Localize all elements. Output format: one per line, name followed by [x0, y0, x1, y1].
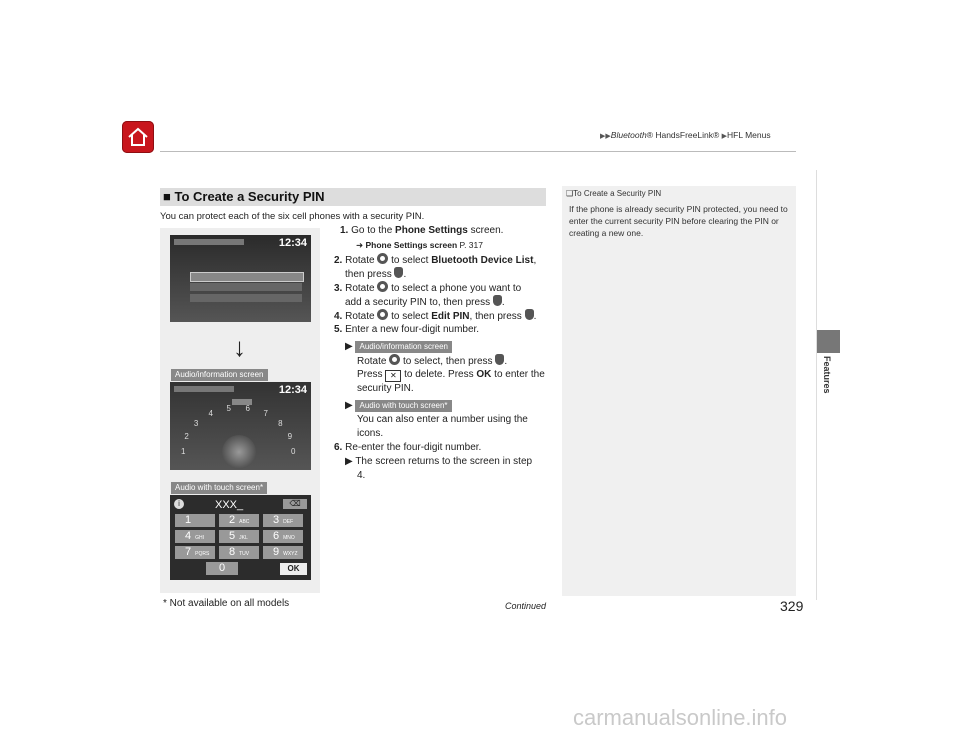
- screen-clock: 12:34: [278, 237, 307, 249]
- keypad-digit: 5: [229, 530, 236, 542]
- step-3-cont: add a security PIN to, then press .: [345, 297, 505, 308]
- keypad-letters: DEF: [283, 519, 294, 525]
- down-arrow-icon: ↓: [233, 332, 246, 362]
- dial-digit: 1: [181, 447, 186, 456]
- side-note-body: If the phone is already security PIN protected, you need to enter the current security PIN before clearing the PIN or creating a new one.: [569, 204, 788, 238]
- dial-digit: 9: [287, 431, 293, 441]
- step-5-line1: Rotate to select, then press .: [357, 356, 508, 367]
- keypad-key[interactable]: [219, 546, 259, 559]
- section-title: ■ To Create a Security PIN: [163, 189, 325, 204]
- step-2-cont: then press .: [345, 269, 407, 280]
- info-icon: i: [174, 499, 184, 509]
- bullet-arrow-icon: ▶: [345, 341, 353, 352]
- breadcrumb-arrow-icon: ▶▶: [600, 133, 611, 140]
- intro-text: You can protect each of the six cell phones with a security PIN.: [160, 211, 425, 222]
- step-5-line2: Press ✕ to delete. Press OK to enter the: [357, 369, 545, 380]
- dial-digit: 8: [278, 418, 283, 428]
- dial-digit: 4: [208, 408, 213, 418]
- keypad-digit: 1: [185, 514, 192, 526]
- keypad-key[interactable]: [175, 546, 215, 559]
- dial-digit: 2: [184, 431, 189, 441]
- delete-key[interactable]: ⌫: [283, 499, 307, 509]
- selector-knob-icon: [377, 281, 388, 292]
- list-row: [190, 272, 304, 282]
- keypad-letters: GHI: [195, 535, 205, 541]
- pin-display: XXX_: [215, 499, 244, 511]
- keypad-digit: 8: [229, 546, 236, 558]
- touch-keypad-screen: [170, 495, 311, 580]
- ok-key[interactable]: OK: [280, 563, 307, 575]
- keypad-key[interactable]: [263, 530, 303, 543]
- dial-digit: 5: [226, 403, 231, 413]
- press-button-icon: [495, 354, 504, 365]
- label-touch-screen: Audio with touch screen*: [171, 482, 267, 494]
- side-note-panel: [562, 186, 796, 596]
- dial-digit: 7: [263, 408, 268, 418]
- breadcrumb-arrow-icon: ▶: [721, 133, 727, 140]
- keypad-letters: MNO: [283, 535, 295, 541]
- screen-title-bar: [174, 386, 234, 392]
- dial-knob[interactable]: [222, 435, 256, 469]
- keypad-letters: JKL: [239, 535, 248, 541]
- selector-knob-icon: [389, 354, 400, 365]
- keypad-digit: 7: [185, 546, 192, 558]
- keypad-digit: 6: [273, 530, 280, 542]
- keypad-digit: 2: [229, 514, 236, 526]
- keypad-letters: ABC: [239, 519, 250, 525]
- keypad-key[interactable]: [219, 514, 259, 527]
- press-button-icon: [493, 295, 502, 306]
- footnote: * Not available on all models: [163, 598, 290, 609]
- home-icon: [126, 125, 150, 149]
- xref-arrow-icon: ➜: [356, 240, 364, 250]
- device-list-screen: [170, 235, 311, 322]
- dial-digit: 6: [245, 403, 250, 413]
- list-row: [190, 294, 302, 302]
- page-number: 329: [780, 598, 804, 614]
- note-icon: ❑: [566, 189, 574, 198]
- selector-knob-icon: [377, 253, 388, 264]
- continued-label: Continued: [505, 601, 547, 611]
- step-5-tag1: ▶ Audio/information screen: [345, 340, 452, 354]
- dial-pin-screen: [170, 382, 311, 470]
- step-1: 1. Go to the Phone Settings screen.: [340, 225, 504, 236]
- keypad-letters: WXYZ: [283, 551, 298, 557]
- label-audio-screen: Audio/information screen: [171, 369, 268, 381]
- chapter-tab[interactable]: [817, 330, 840, 353]
- delete-key-icon: ✕: [385, 370, 401, 382]
- dial-digit: 0: [291, 447, 296, 456]
- keypad-letters: TUV: [239, 551, 250, 557]
- step-2: 2. Rotate to select Bluetooth Device List,: [334, 255, 537, 266]
- keypad-key[interactable]: [219, 530, 259, 543]
- keypad-key[interactable]: [175, 530, 215, 543]
- step-4: 4. Rotate to select Edit PIN, then press .: [334, 311, 537, 322]
- step-5-tag2: ▶ Audio with touch screen*: [345, 399, 452, 413]
- header-divider: [160, 151, 796, 152]
- side-note-title: ❑To Create a Security PIN: [566, 189, 662, 198]
- step-3: 3. Rotate to select a phone you want to: [334, 283, 522, 294]
- keypad-digit: 3: [273, 514, 280, 526]
- press-button-icon: [525, 309, 534, 320]
- step-6-line2: 4.: [357, 470, 366, 481]
- keypad-digit: 9: [273, 546, 280, 558]
- selector-knob-icon: [377, 309, 388, 320]
- step-5-line5: icons.: [357, 428, 384, 439]
- breadcrumb: ▶▶Bluetooth® HandsFreeLink® ▶HFL Menus: [600, 130, 771, 140]
- keypad-key[interactable]: [263, 514, 303, 527]
- keypad-key[interactable]: [175, 514, 215, 527]
- keypad-digit: 4: [185, 530, 192, 542]
- step-6-line1: ▶ The screen returns to the screen in step: [345, 456, 533, 467]
- step-5: 5. Enter a new four-digit number.: [334, 324, 480, 335]
- keypad-letters: PQRS: [195, 551, 210, 557]
- bullet-arrow-icon: ▶: [345, 456, 353, 467]
- step-6: 6. Re-enter the four-digit number.: [334, 442, 482, 453]
- chapter-label: Features: [822, 356, 832, 394]
- list-row: [190, 283, 302, 291]
- bullet-arrow-icon: ▶: [345, 400, 353, 411]
- home-button[interactable]: [122, 121, 154, 153]
- screen-clock: 12:34: [278, 384, 307, 396]
- xref-phone-settings[interactable]: ➜ Phone Settings screen P. 317: [356, 240, 483, 250]
- step-5-line4: You can also enter a number using the: [357, 414, 528, 425]
- step-5-line3: security PIN.: [357, 383, 414, 394]
- screen-title-bar: [174, 239, 244, 245]
- keypad-key[interactable]: [263, 546, 303, 559]
- watermark: carmanualsonline.info: [573, 705, 788, 730]
- dial-digit: 3: [193, 418, 199, 428]
- zero-key[interactable]: 0: [206, 562, 238, 575]
